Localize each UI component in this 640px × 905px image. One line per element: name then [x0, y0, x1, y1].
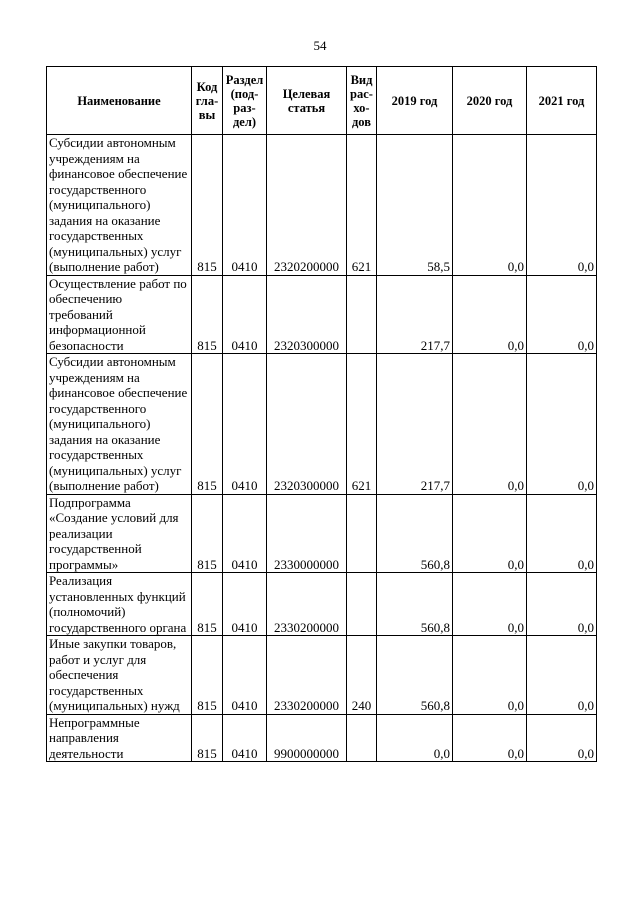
row-2019: 560,8 — [377, 573, 453, 636]
table-header-row — [47, 67, 597, 135]
row-2019: 560,8 — [377, 494, 453, 573]
row-name: Иные закупки товаров, работ и услуг для обеспечения государственных (муниципальных) нужд — [47, 636, 192, 715]
header-section: Раздел (под- раз- дел) — [223, 67, 267, 135]
row-type — [347, 275, 377, 354]
table-row — [47, 573, 597, 636]
row-code: 815 — [192, 494, 223, 573]
row-name: Субсидии автономным учреждениям на финансовое обеспечение государственного (муниципального) задания на оказание государственных (муниципальных) услуг (выполнение работ) — [47, 135, 192, 276]
row-section: 0410 — [223, 714, 267, 762]
row-name: Реализация установленных функций (полномочий) государственного органа — [47, 573, 192, 636]
table-row — [47, 714, 597, 762]
table-row — [47, 494, 597, 573]
row-section: 0410 — [223, 354, 267, 495]
row-2020: 0,0 — [453, 275, 527, 354]
row-code: 815 — [192, 573, 223, 636]
row-2020: 0,0 — [453, 135, 527, 276]
header-type: Вид рас- хо- дов — [347, 67, 377, 135]
row-section: 0410 — [223, 275, 267, 354]
row-target: 2330200000 — [267, 636, 347, 715]
row-section: 0410 — [223, 135, 267, 276]
row-name: Подпрограмма «Создание условий для реализации государственной программы» — [47, 494, 192, 573]
row-type: 621 — [347, 354, 377, 495]
budget-table — [46, 66, 597, 762]
table-row — [47, 135, 597, 276]
row-type: 240 — [347, 636, 377, 715]
row-type: 621 — [347, 135, 377, 276]
row-2020: 0,0 — [453, 354, 527, 495]
row-name: Осуществление работ по обеспечению требований информационной безопасности — [47, 275, 192, 354]
row-2019: 58,5 — [377, 135, 453, 276]
row-2021: 0,0 — [527, 494, 597, 573]
row-target: 2320300000 — [267, 275, 347, 354]
row-2019: 560,8 — [377, 636, 453, 715]
row-2021: 0,0 — [527, 573, 597, 636]
header-2019: 2019 год — [377, 67, 453, 135]
row-type — [347, 714, 377, 762]
row-2021: 0,0 — [527, 135, 597, 276]
table-row — [47, 275, 597, 354]
row-name: Непрограммные направления деятельности — [47, 714, 192, 762]
table-row — [47, 636, 597, 715]
row-2019: 217,7 — [377, 275, 453, 354]
table-row — [47, 354, 597, 495]
row-2020: 0,0 — [453, 714, 527, 762]
row-2020: 0,0 — [453, 494, 527, 573]
row-code: 815 — [192, 354, 223, 495]
header-target: Целевая статья — [267, 67, 347, 135]
page-number: 54 — [313, 38, 327, 53]
row-section: 0410 — [223, 636, 267, 715]
row-target: 9900000000 — [267, 714, 347, 762]
row-target: 2320200000 — [267, 135, 347, 276]
row-2021: 0,0 — [527, 714, 597, 762]
row-2020: 0,0 — [453, 573, 527, 636]
row-code: 815 — [192, 275, 223, 354]
row-name: Субсидии автономным учреждениям на финансовое обеспечение государственного (муниципального) задания на оказание государственных (муниципальных) услуг (выполнение работ) — [47, 354, 192, 495]
row-2019: 217,7 — [377, 354, 453, 495]
row-type — [347, 573, 377, 636]
row-code: 815 — [192, 135, 223, 276]
row-2019: 0,0 — [377, 714, 453, 762]
row-2021: 0,0 — [527, 354, 597, 495]
row-section: 0410 — [223, 573, 267, 636]
row-code: 815 — [192, 714, 223, 762]
row-2021: 0,0 — [527, 636, 597, 715]
header-name: Наименование — [47, 67, 192, 135]
header-2021: 2021 год — [527, 67, 597, 135]
header-code: Код гла- вы — [192, 67, 223, 135]
header-2020: 2020 год — [453, 67, 527, 135]
row-2020: 0,0 — [453, 636, 527, 715]
row-target: 2330200000 — [267, 573, 347, 636]
row-code: 815 — [192, 636, 223, 715]
row-target: 2330000000 — [267, 494, 347, 573]
row-type — [347, 494, 377, 573]
row-target: 2320300000 — [267, 354, 347, 495]
row-2021: 0,0 — [527, 275, 597, 354]
row-section: 0410 — [223, 494, 267, 573]
